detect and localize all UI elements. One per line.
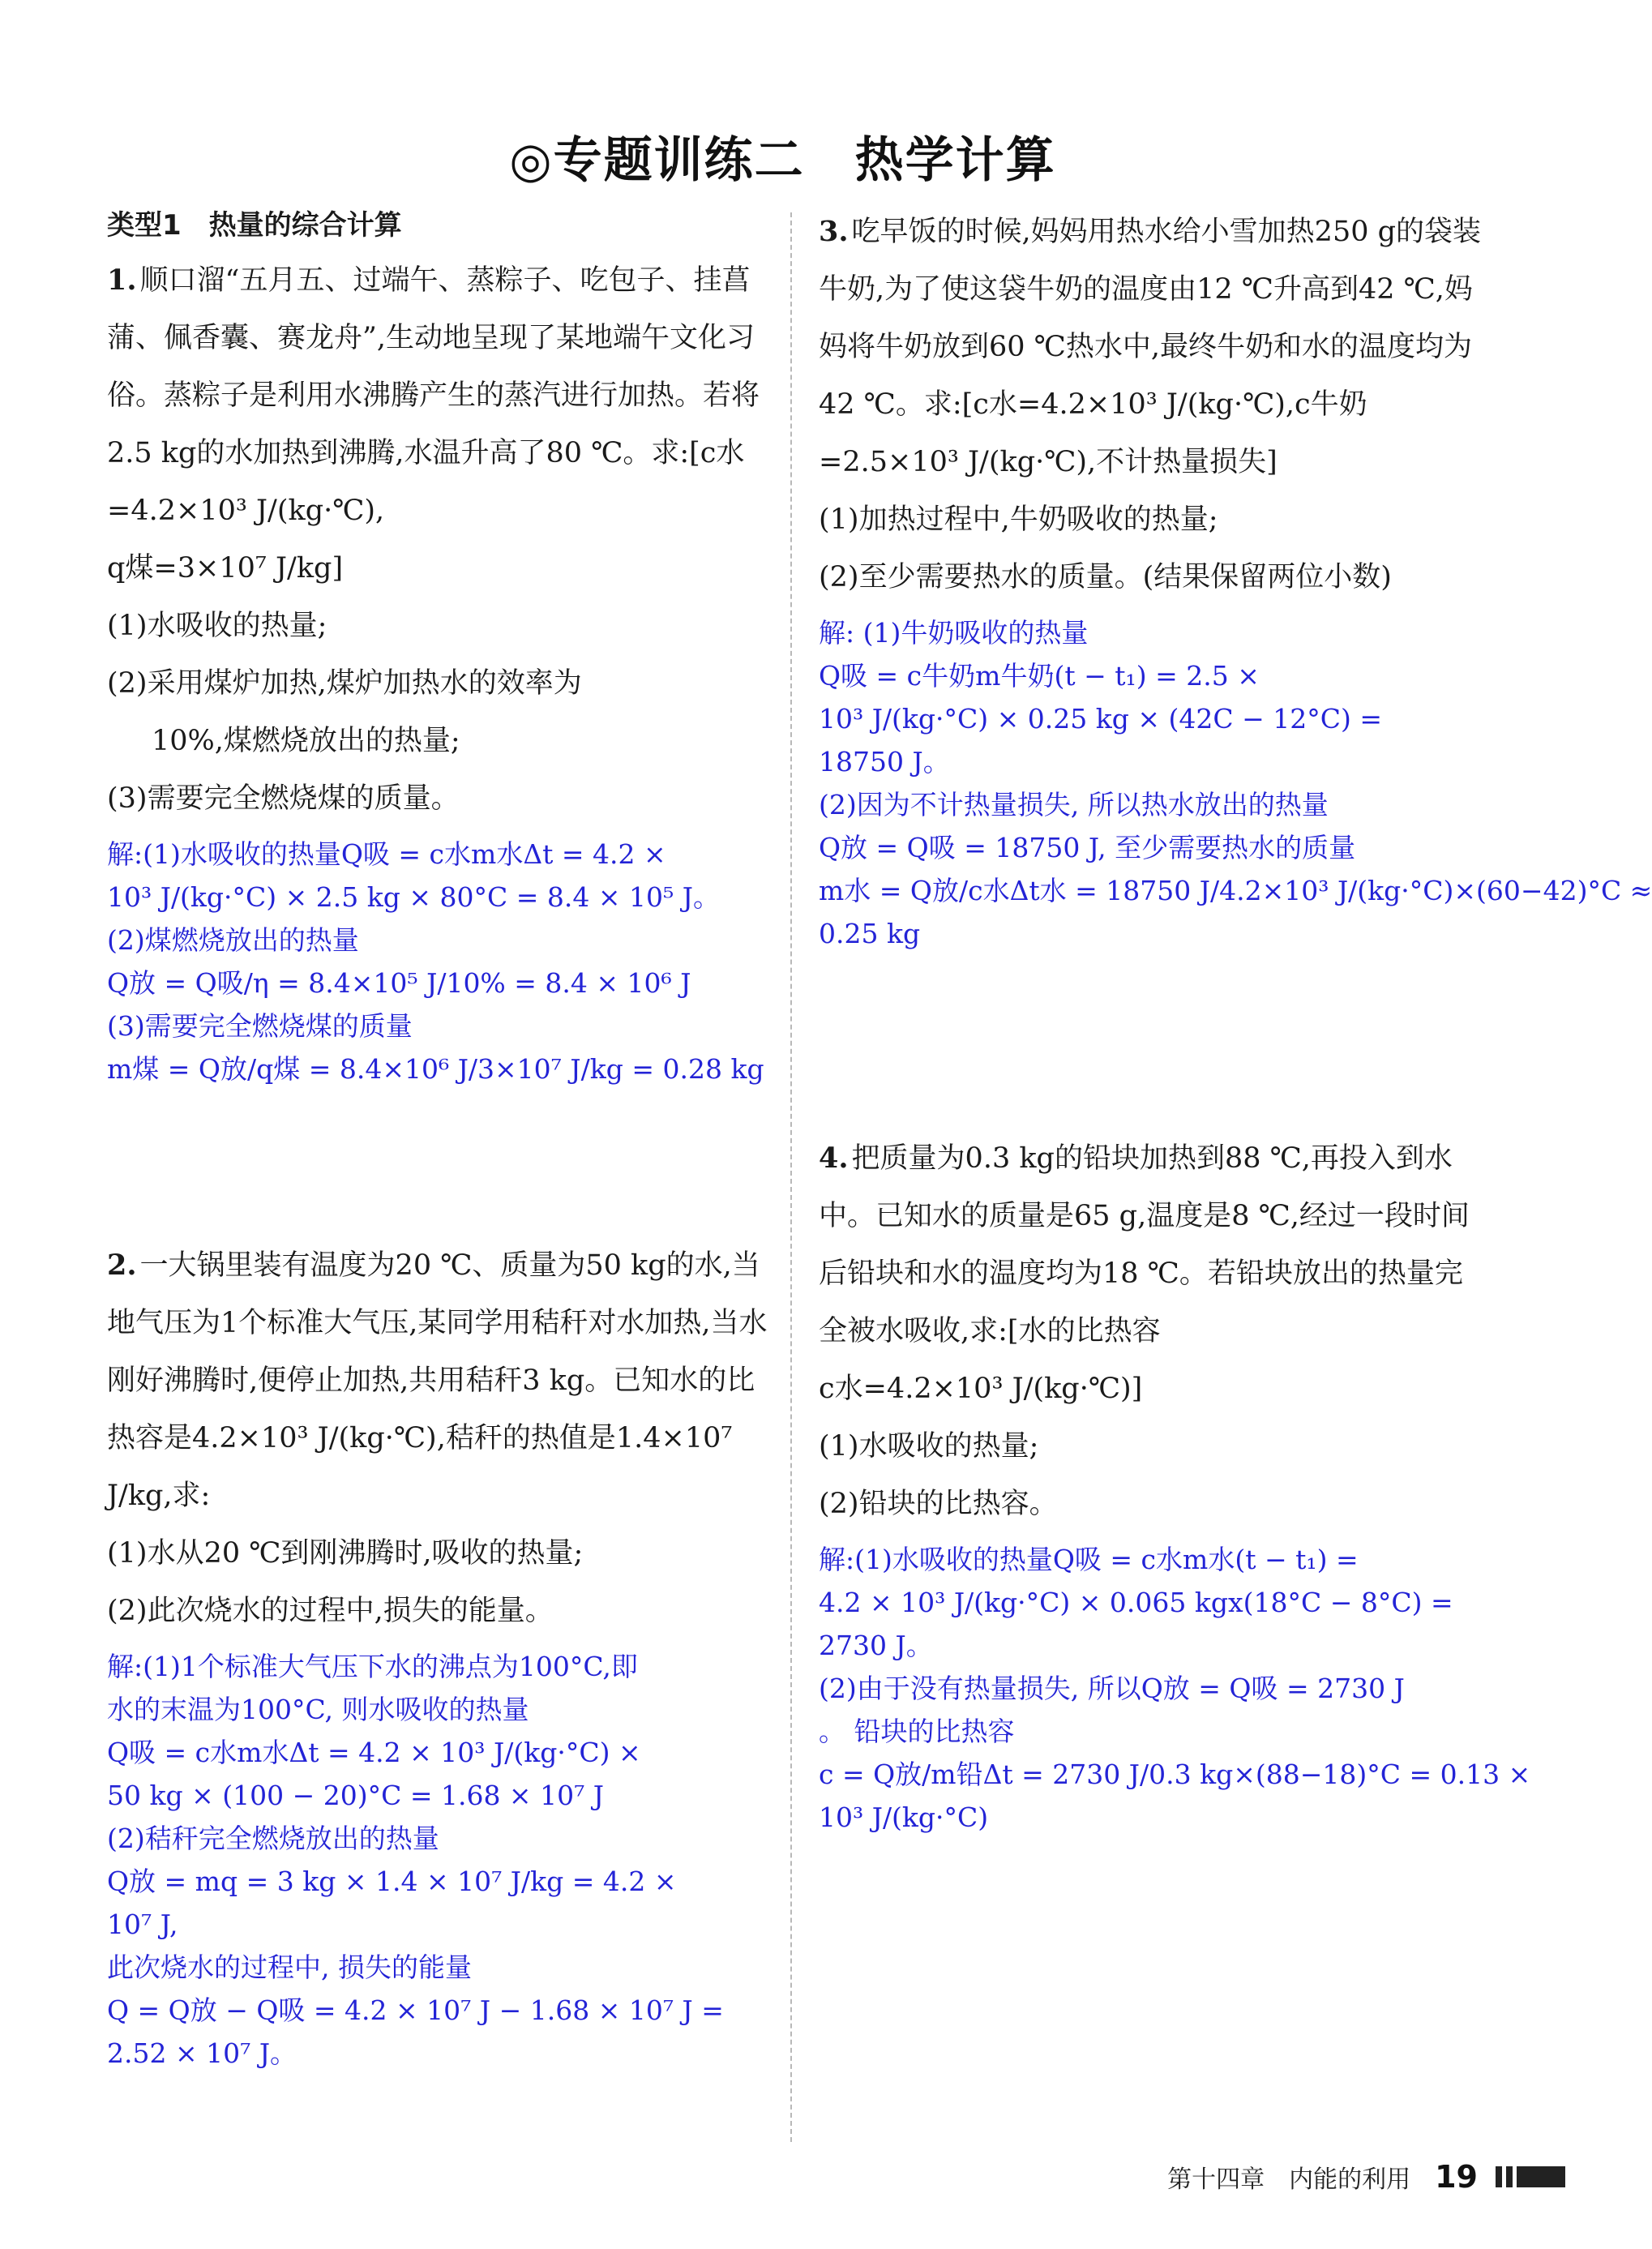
sub-question: (2)此次烧水的过程中,损失的能量。 — [107, 1595, 554, 1627]
question-stem: 顺口溜“五月五、过端午、蒸粽子、吃包子、挂菖蒲、佩香囊、赛龙舟”,生动地呈现了某地端午文化习俗。蒸粽子是利用水沸腾产生的蒸汽进行加热。若将2.5 kg的水加热到沸腾,水温升高了80 ℃。求:[c水=4.2×10³ J/(kg·℃), — [107, 264, 760, 527]
solution-line: (3)需要完全燃烧煤的质量 — [107, 1010, 413, 1042]
sub-question: (2)至少需要热水的质量。(结果保留两位小数) — [819, 561, 1392, 593]
solution-line: m煤 = Q放/q煤 = 8.4×10⁶ J/3×10⁷ J/kg = 0.28 kg — [107, 1053, 764, 1085]
solution-line: 解: (1)牛奶吸收的热量 — [819, 617, 1089, 649]
solution-line: Q吸 = c水m水Δt = 4.2 × 10³ J/(kg·°C) × — [107, 1737, 641, 1768]
solution-line: 10³ J/(kg·°C) × 2.5 kg × 80°C = 8.4 × 10⁵ J。 — [107, 881, 720, 913]
solution-line: Q = Q放 − Q吸 = 4.2 × 10⁷ J − 1.68 × 10⁷ J = — [107, 1994, 724, 2026]
solution-line: (2)秸秆完全燃烧放出的热量 — [107, 1823, 439, 1854]
page-tab-marker-icon — [1496, 2166, 1565, 2187]
solution-line: 。 铅块的比热容 — [819, 1716, 1015, 1747]
solution-line: Q吸 = c牛奶m牛奶(t − t₁) = 2.5 × — [819, 660, 1260, 692]
solution-line: 水的末温为100°C, 则水吸收的热量 — [107, 1694, 529, 1725]
solution-2 — [107, 1645, 772, 2075]
page-number: 19 — [1435, 2159, 1478, 2195]
question-4 — [819, 1129, 1483, 1533]
solution-line: 2730 J。 — [819, 1630, 933, 1661]
question-number: 3. — [819, 215, 849, 248]
sub-question: (1)水从20 ℃到刚沸腾时,吸收的热量; — [107, 1537, 584, 1570]
solution-line: (2)煤燃烧放出的热量 — [107, 924, 359, 956]
sub-question: (2)铅块的比热容。 — [819, 1488, 1058, 1520]
solution-line: 10⁷ J, — [107, 1908, 178, 1940]
sub-question: (1)水吸收的热量; — [107, 610, 327, 642]
solution-line: 2.52 × 10⁷ J。 — [107, 2037, 297, 2069]
solution-line: m水 = Q放/c水Δt水 = 18750 J/4.2×10³ J/(kg·°C)×(60−42)°C ≈ — [819, 875, 1652, 906]
question-3 — [819, 203, 1483, 606]
sub-question: (3)需要完全燃烧煤的质量。 — [107, 782, 460, 815]
sub-question: (1)水吸收的热量; — [819, 1430, 1039, 1463]
solution-line: 解:(1)水吸收的热量Q吸 = c水m水Δt = 4.2 × — [107, 838, 666, 870]
solution-1 — [107, 833, 772, 1090]
solution-line: 50 kg × (100 − 20)°C = 1.68 × 10⁷ J — [107, 1780, 605, 1811]
solution-line: 10³ J/(kg·°C) — [819, 1801, 989, 1833]
question-stem: 一大锅里装有温度为20 ℃、质量为50 kg的水,当地气压为1个标准大气压,某同学用秸秆对水加热,当水刚好沸腾时,便停止加热,共用秸秆3 kg。已知水的比热容是4.2×10³ J/(kg·℃),秸秆的热值是1.4×10⁷ J/kg,求: — [107, 1249, 768, 1512]
solution-line: Q放 = Q吸/η = 8.4×10⁵ J/10% = 8.4 × 10⁶ J — [107, 967, 691, 999]
solution-line: Q放 = Q吸 = 18750 J, 至少需要热水的质量 — [819, 832, 1356, 863]
column-divider — [790, 212, 792, 2142]
chapter-label: 第十四章 内能的利用 — [1167, 2165, 1411, 2194]
solution-line: Q放 = mq = 3 kg × 1.4 × 10⁷ J/kg = 4.2 × — [107, 1866, 677, 1897]
sub-question: (1)加热过程中,牛奶吸收的热量; — [819, 503, 1218, 536]
solution-line: 4.2 × 10³ J/(kg·°C) × 0.065 kgx(18°C − 8°C) = — [819, 1587, 1453, 1618]
solution-line: 0.25 kg — [819, 918, 921, 949]
question-2 — [107, 1236, 772, 1640]
sub-question-cont: 10%,煤燃烧放出的热量; — [152, 725, 460, 757]
solution-line: 解:(1)1个标准大气压下水的沸点为100°C,即 — [107, 1651, 638, 1682]
right-column — [819, 203, 1652, 1839]
sub-question: (2)采用煤炉加热,煤炉加热水的效率为 — [107, 667, 582, 700]
solution-line: (2)因为不计热量损失, 所以热水放出的热量 — [819, 789, 1329, 820]
solution-line: 10³ J/(kg·°C) × 0.25 kg × (42C − 12°C) = — [819, 703, 1383, 735]
question-stem-cont: q煤=3×10⁷ J/kg] — [107, 552, 344, 585]
solution-line: 18750 J。 — [819, 746, 950, 778]
question-1 — [107, 251, 772, 828]
solution-line: (2)由于没有热量损失, 所以Q放 = Q吸 = 2730 J — [819, 1673, 1405, 1704]
question-number: 1. — [107, 263, 137, 297]
solution-3 — [819, 611, 1652, 955]
page-footer — [1167, 2153, 1565, 2201]
question-stem: 吃早饭的时候,妈妈用热水给小雪加热250 g的袋装牛奶,为了使这袋牛奶的温度由12 ℃升高到42 ℃,妈妈将牛奶放到60 ℃热水中,最终牛奶和水的温度均为42 ℃。求:[c水=4.2×10³ J/(kg·℃),c牛奶=2.5×10³ J/(kg·℃),不计热量损失] — [819, 216, 1482, 478]
page-title: ◎专题训练二 热学计算 — [509, 132, 1056, 189]
left-column — [107, 203, 772, 2075]
solution-line: 解:(1)水吸收的热量Q吸 = c水m水(t − t₁) = — [819, 1544, 1359, 1575]
solution-line: 此次烧水的过程中, 损失的能量 — [107, 1951, 472, 1983]
question-number: 2. — [107, 1249, 137, 1282]
solution-4 — [819, 1538, 1531, 1839]
question-stem: 把质量为0.3 kg的铅块加热到88 ℃,再投入到水中。已知水的质量是65 g,温度是8 ℃,经过一段时间后铅块和水的温度均为18 ℃。若铅块放出的热量完全被水吸收,求:[水的比热容 — [819, 1142, 1470, 1347]
section-heading: 类型1 热量的综合计算 — [107, 209, 402, 242]
question-number: 4. — [819, 1142, 849, 1175]
question-stem-cont: c水=4.2×10³ J/(kg·℃)] — [819, 1373, 1143, 1405]
solution-line: c = Q放/m铅Δt = 2730 J/0.3 kg×(88−18)°C = 0.13 × — [819, 1759, 1531, 1790]
